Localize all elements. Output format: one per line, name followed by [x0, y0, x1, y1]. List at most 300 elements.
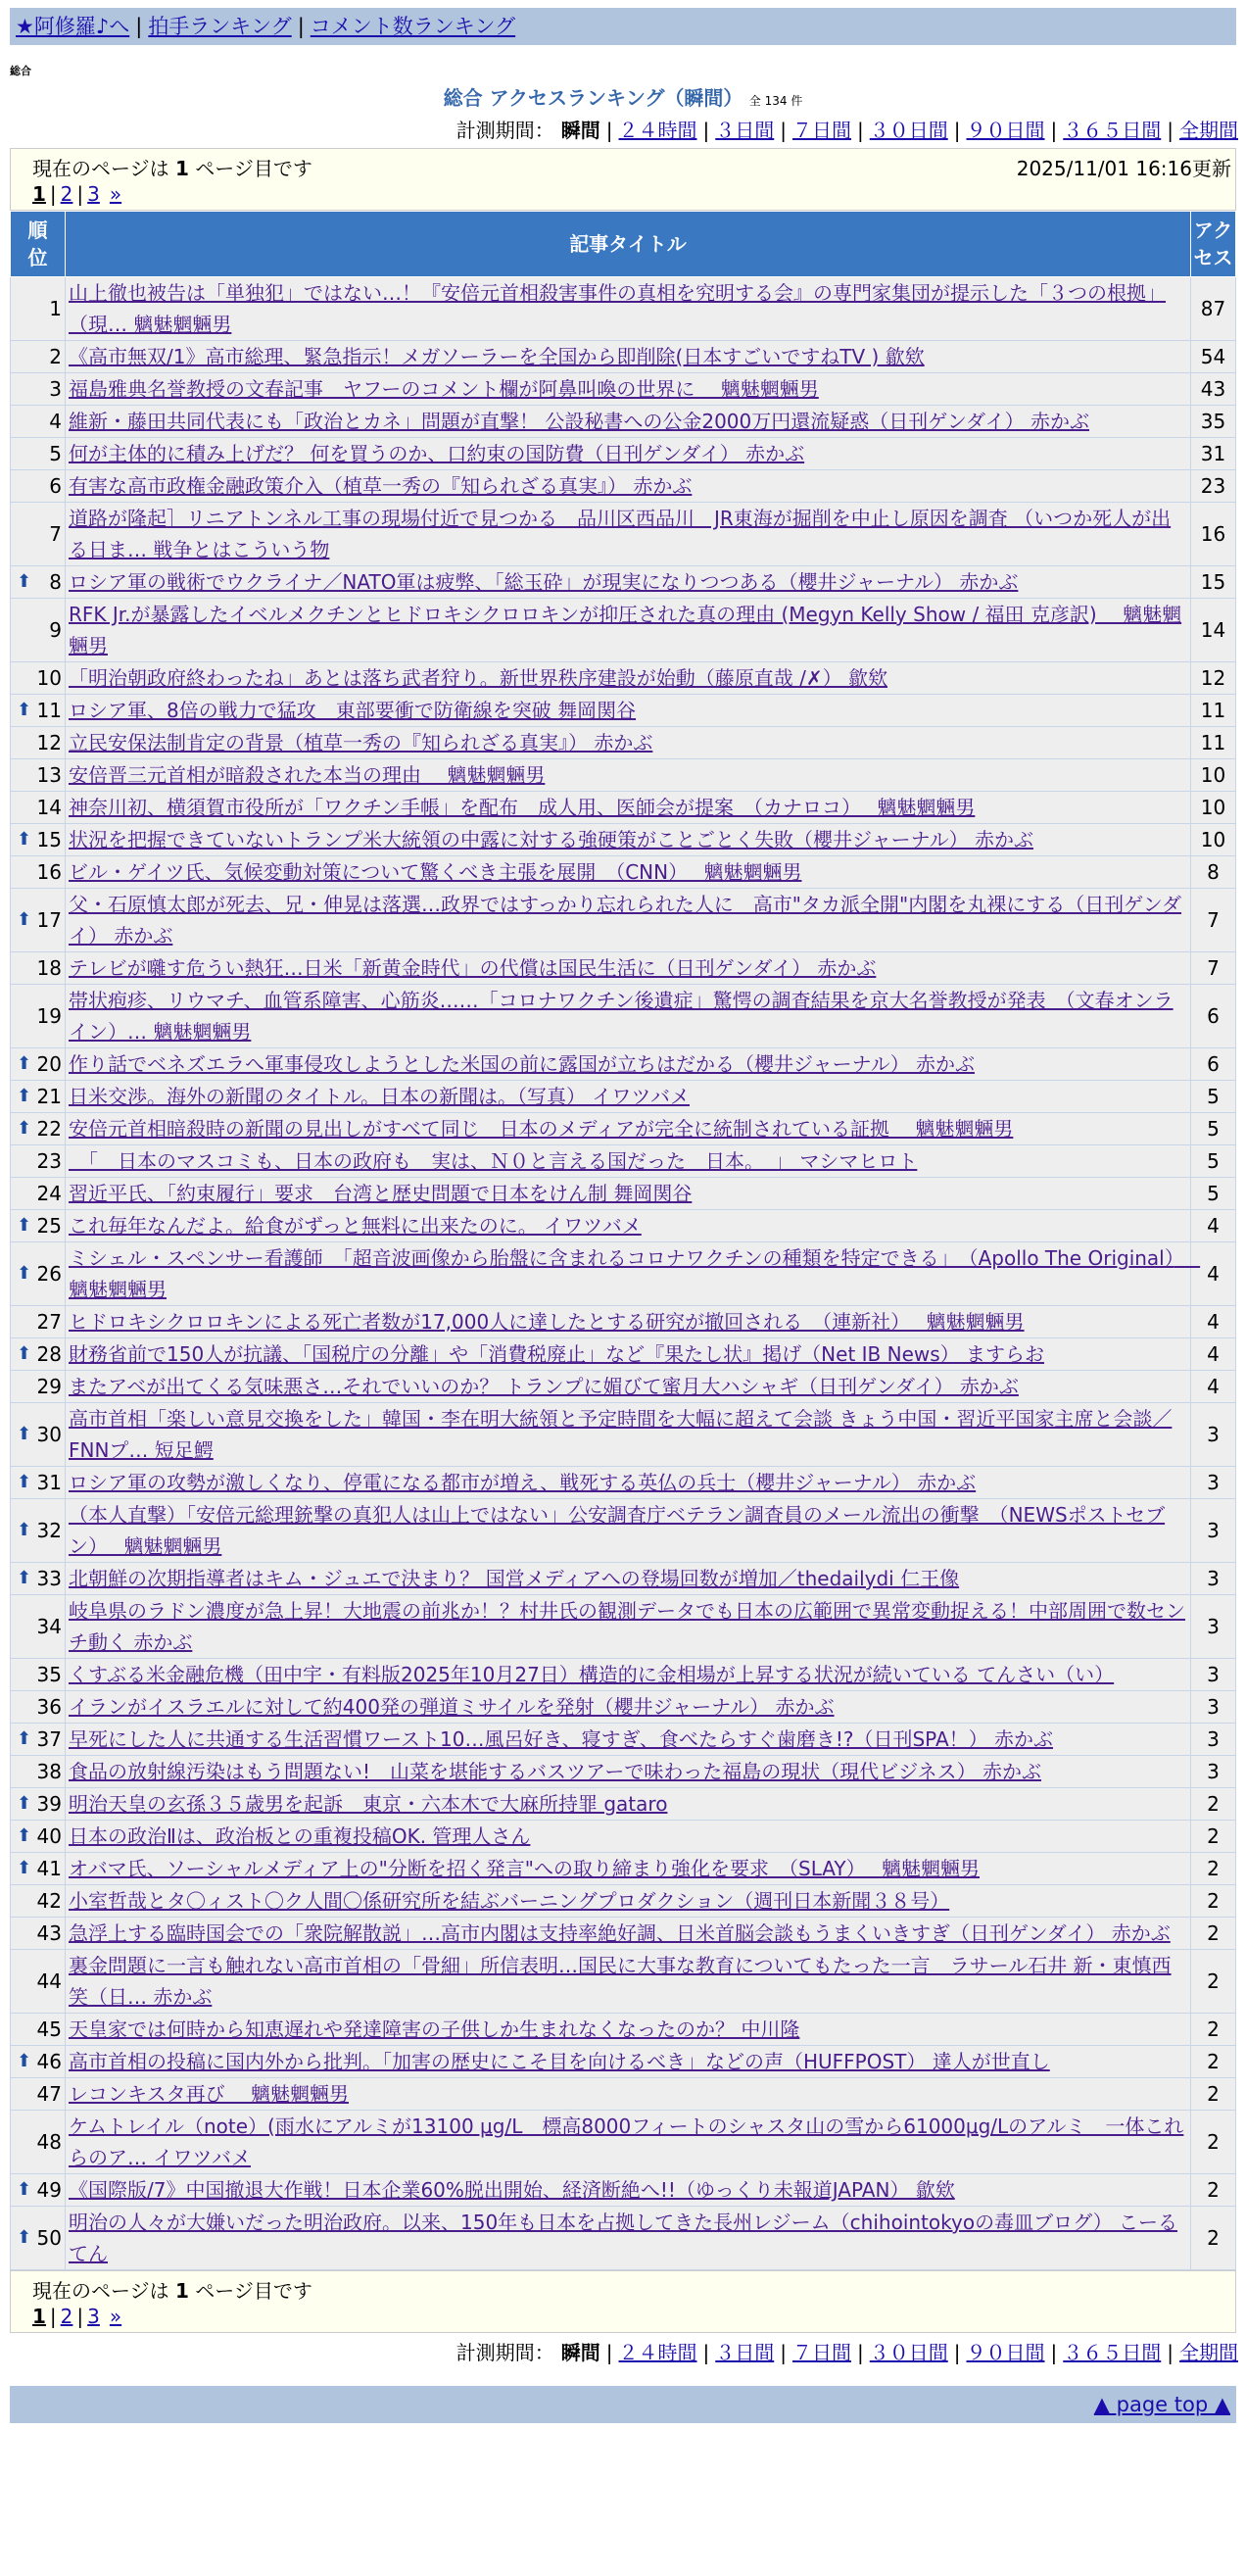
title-cell — [66, 1467, 1191, 1499]
article-link[interactable]: 維新・藤田共同代表にも「政治とカネ」問題が直撃！ 公設秘書への公金2000万円還流疑惑（日刊ゲンダイ） 赤かぶ — [69, 410, 1090, 433]
rank-number: 38 — [36, 1760, 62, 1783]
rank-cell — [11, 824, 66, 856]
rank-number: 36 — [36, 1695, 62, 1719]
table-row — [11, 1467, 1236, 1499]
rank-cell — [11, 1467, 66, 1499]
rank-number: 21 — [36, 1085, 62, 1108]
table-row — [11, 1403, 1236, 1467]
period-separator: | — [857, 119, 864, 142]
table-row — [11, 1499, 1236, 1563]
rank-cell — [11, 566, 66, 599]
comment-ranking-link[interactable]: コメント数ランキング — [310, 15, 516, 38]
rank-cell — [11, 727, 66, 759]
article-link[interactable]: 急浮上する臨時国会での「衆院解散説」…高市内閣は支持率絶好調、日米首脳会談もうまくいきすぎ（日刊ゲンダイ） 赤かぶ — [69, 1921, 1171, 1945]
table-row — [11, 1950, 1236, 2014]
rank-number: 1 — [49, 297, 62, 320]
title-cell — [66, 1113, 1191, 1145]
rank-number: 27 — [36, 1310, 62, 1334]
access-count: 6 — [1191, 985, 1236, 1048]
rank-number: 47 — [36, 2082, 62, 2106]
title-cell — [66, 2207, 1191, 2270]
table-row — [11, 1178, 1236, 1210]
article-link[interactable]: 「 日本のマスコミも、日本の政府も 実は、Ｎ０と言える国だった 日本。 」 マシマヒロト — [69, 1149, 918, 1173]
table-row — [11, 727, 1236, 759]
article-link[interactable]: 福島雅典名誉教授の文春記事 ヤフーのコメント欄が阿鼻叫喚の世界に 魑魅魍魎男 — [69, 377, 819, 401]
period-link[interactable]: ３０日間 — [869, 2341, 948, 2364]
period-link[interactable]: ３６５日間 — [1063, 2341, 1162, 2364]
period-selector — [0, 2339, 1238, 2366]
period-link[interactable]: 全期間 — [1179, 119, 1238, 142]
access-header-text: アク — [1193, 219, 1233, 242]
title-cell — [66, 2078, 1191, 2111]
table-row — [11, 1113, 1236, 1145]
page-top-link[interactable]: ▲ page top ▲ — [1093, 2393, 1230, 2416]
title-cell — [66, 1821, 1191, 1853]
pager-page-link[interactable]: 2 — [60, 182, 73, 206]
up-arrow-icon: ⬆ — [17, 1118, 32, 1139]
period-link[interactable]: ９０日間 — [966, 2341, 1045, 2364]
access-count: 5 — [1191, 1178, 1236, 1210]
article-link[interactable]: 高市首相の投稿に国内外から批判。「加害の歴史にこそ目を向けるべき」などの声（HUFFPOST） 達人が世直し — [69, 2050, 1050, 2073]
updated-timestamp: 2025/11/01 16:16更新 — [1016, 157, 1231, 180]
rank-cell — [11, 792, 66, 824]
title-cell — [66, 1563, 1191, 1595]
table-row — [11, 373, 1236, 406]
access-count: 3 — [1191, 1659, 1236, 1691]
nav-separator: | — [135, 15, 143, 38]
table-row — [11, 1306, 1236, 1338]
rank-number: 20 — [36, 1052, 62, 1076]
article-link[interactable]: 食品の放射線汚染はもう問題ない! 山菜を堪能するバスツアーで味わった福島の現状（現代ビジネス） 赤かぶ — [69, 1760, 1041, 1783]
rank-number: 4 — [49, 410, 62, 433]
rank-number: 24 — [36, 1182, 62, 1205]
title-cell — [66, 824, 1191, 856]
rank-cell — [11, 1885, 66, 1918]
rank-number: 11 — [36, 699, 62, 722]
access-count: 2 — [1191, 2174, 1236, 2207]
pager-page-link[interactable]: 3 — [87, 2305, 100, 2328]
access-count: 3 — [1191, 1467, 1236, 1499]
pager — [32, 182, 121, 206]
article-link[interactable]: 日米交渉。海外の新聞のタイトル。日本の新聞は。（写真） イワツバメ — [69, 1085, 690, 1108]
rank-cell — [11, 1403, 66, 1467]
pager-next-link[interactable]: » — [109, 182, 122, 206]
rank-cell — [11, 406, 66, 438]
table-row — [11, 2174, 1236, 2207]
nav-separator: | — [297, 15, 305, 38]
access-count: 3 — [1191, 1691, 1236, 1724]
title-cell — [66, 1756, 1191, 1788]
period-link[interactable]: ３０日間 — [869, 119, 948, 142]
rank-cell — [11, 277, 66, 341]
table-row — [11, 1595, 1236, 1659]
article-link[interactable]: ケムトレイル（note）(雨水にアルミが13100 μg/L 標高8000フィートのシャスタ山の雪から61000μg/Lのアルミ 一体これらのア… イワツバメ — [69, 2114, 1184, 2169]
article-link[interactable]: 財務省前で150人が抗議、「国税庁の分離」や「消費税廃止」など『果たし状』掲げ（Net IB News） ますらお — [69, 1342, 1045, 1366]
rank-cell — [11, 1918, 66, 1950]
rank-number: 46 — [36, 2050, 62, 2073]
up-arrow-icon: ⬆ — [17, 1086, 32, 1106]
rank-cell — [11, 1756, 66, 1788]
rank-number: 3 — [49, 377, 62, 401]
title-cell — [66, 406, 1191, 438]
rank-cell — [11, 1691, 66, 1724]
rank-cell — [11, 889, 66, 952]
access-count: 5 — [1191, 1081, 1236, 1113]
title-cell — [66, 1595, 1191, 1659]
page-title — [0, 82, 1246, 111]
rank-number: 19 — [36, 1004, 62, 1028]
access-count: 2 — [1191, 1821, 1236, 1853]
rank-cell — [11, 1950, 66, 2014]
period-separator: | — [702, 119, 710, 142]
rank-number: 40 — [36, 1824, 62, 1848]
title-cell — [66, 1918, 1191, 1950]
access-count: 4 — [1191, 1306, 1236, 1338]
rank-number: 10 — [36, 666, 62, 690]
period-link[interactable]: ３６５日間 — [1063, 119, 1162, 142]
title-cell — [66, 1048, 1191, 1081]
rank-number: 50 — [36, 2226, 62, 2250]
rank-cell — [11, 1499, 66, 1563]
top-nav-bar — [10, 8, 1236, 45]
title-cell — [66, 662, 1191, 695]
table-row — [11, 2046, 1236, 2078]
period-link[interactable]: ９０日間 — [966, 119, 1045, 142]
rank-number: 23 — [36, 1149, 62, 1173]
period-separator: | — [953, 119, 961, 142]
article-link[interactable]: ロシア軍の攻勢が激しくなり、停電になる都市が増え、戦死する英仏の兵士（櫻井ジャーナル） 赤かぶ — [69, 1471, 977, 1494]
access-count: 5 — [1191, 1113, 1236, 1145]
rank-cell — [11, 662, 66, 695]
rank-cell — [11, 1048, 66, 1081]
table-row — [11, 856, 1236, 889]
rank-cell — [11, 470, 66, 503]
period-separator: | — [702, 2341, 710, 2364]
applause-ranking-link[interactable]: 拍手ランキング — [148, 15, 292, 38]
table-row — [11, 1371, 1236, 1403]
rank-number: 44 — [36, 1969, 62, 1993]
article-link[interactable]: 父・石原慎太郎が死去、兄・伸晃は落選…政界ではすっかり忘れられた人に 高市"タカ派全開"内閣を丸裸にする（日刊ゲンダイ） 赤かぶ — [69, 893, 1181, 948]
access-count: 2 — [1191, 2014, 1236, 2046]
title-cell — [66, 2111, 1191, 2174]
article-link[interactable]: 早死にした人に共通する生活習慣ワースト10…風呂好き、寝すぎ、食べたらすぐ歯磨き!?（日刊SPA！） 赤かぶ — [69, 1727, 1053, 1751]
table-row — [11, 470, 1236, 503]
period-current: 瞬間 — [553, 119, 600, 142]
table-row — [11, 2207, 1236, 2270]
period-separator: | — [605, 119, 613, 142]
period-link[interactable]: ３日間 — [715, 2341, 775, 2364]
table-row — [11, 662, 1236, 695]
access-count: 2 — [1191, 1918, 1236, 1950]
period-link[interactable]: ７日間 — [792, 2341, 851, 2364]
table-row — [11, 2014, 1236, 2046]
pager-next-link[interactable]: » — [109, 2305, 122, 2328]
table-row — [11, 1081, 1236, 1113]
up-arrow-icon: ⬆ — [17, 1343, 32, 1364]
access-count: 7 — [1191, 889, 1236, 952]
rank-cell — [11, 1371, 66, 1403]
article-link[interactable]: これ毎年なんだよ。給食がずっと無料に出来たのに。 イワツバメ — [69, 1214, 642, 1238]
title-cell — [66, 373, 1191, 406]
article-link[interactable]: 《国際版/7》中国撤退大作戦！日本企業60%脱出開始、経済断絶へ!!（ゆっくり未報道JAPAN） 歙欸 — [69, 2178, 955, 2202]
period-link[interactable]: 全期間 — [1179, 2341, 1238, 2364]
article-link[interactable]: オバマ氏、ソーシャルメディア上の"分断を招く発言"への取り締まり強化を要求 （SLAY） 魑魅魍魎男 — [69, 1857, 980, 1880]
title-cell — [66, 952, 1191, 985]
table-row — [11, 599, 1236, 662]
period-link[interactable]: ３日間 — [715, 119, 775, 142]
rank-cell — [11, 1210, 66, 1242]
period-separator: | — [1167, 2341, 1174, 2364]
access-count: 2 — [1191, 2111, 1236, 2174]
rank-number: 39 — [36, 1792, 62, 1816]
period-separator: | — [1167, 119, 1174, 142]
article-link[interactable]: 有害な高市政権金融政策介入（植草一秀の『知られざる真実』） 赤かぶ — [69, 474, 693, 498]
access-count: 87 — [1191, 277, 1236, 341]
rank-number: 12 — [36, 731, 62, 754]
title-cell — [66, 503, 1191, 566]
home-link[interactable]: ★阿修羅♪へ — [16, 15, 130, 38]
access-count: 10 — [1191, 759, 1236, 792]
rank-number: 32 — [36, 1519, 62, 1542]
table-row — [11, 1918, 1236, 1950]
table-row — [11, 1788, 1236, 1821]
article-link[interactable]: 北朝鮮の次期指導者はキム・ジュエで決まり？ 国営メディアへの登場回数が増加／thedailydi 仁王像 — [69, 1567, 960, 1590]
rank-cell — [11, 1081, 66, 1113]
table-row — [11, 792, 1236, 824]
period-separator: | — [857, 2341, 864, 2364]
title-cell — [66, 470, 1191, 503]
rank-number: 29 — [36, 1375, 62, 1398]
title-cell — [66, 1242, 1201, 1306]
table-row — [11, 1563, 1236, 1595]
pager-page-link[interactable]: 3 — [87, 182, 100, 206]
article-link[interactable]: 「明治朝政府終わったね」あとは落ち武者狩り。新世界秩序建設が始動（藤原直哉 /✗） 歙欸 — [69, 666, 888, 690]
rank-cell — [11, 1306, 66, 1338]
period-separator: | — [780, 119, 787, 142]
rank-cell — [11, 2046, 66, 2078]
page-info-bottom — [10, 2270, 1236, 2333]
access-count: 2 — [1191, 2078, 1236, 2111]
access-header-text: セス — [1193, 246, 1233, 269]
title-cell — [66, 856, 1191, 889]
title-cell — [66, 1659, 1191, 1691]
up-arrow-icon: ⬆ — [17, 2179, 32, 2200]
article-link[interactable]: RFK Jr.が暴露したイベルメクチンとヒドロキシクロロキンが抑圧された真の理由 (Megyn Kelly Show / 福田 克彦訳) 魑魅魍魎男 — [69, 603, 1182, 657]
title-cell — [66, 2046, 1191, 2078]
rank-cell — [11, 341, 66, 373]
rank-cell — [11, 2174, 66, 2207]
title-cell — [66, 277, 1191, 341]
article-link[interactable]: 高市首相「楽しい意見交換をした」韓国・李在明大統領と予定時間を大幅に超えて会談 きょう中国・習近平国家主席と会談／FNNプ… 短足鰐 — [69, 1407, 1173, 1462]
rank-cell — [11, 599, 66, 662]
rank-number: 34 — [36, 1615, 62, 1638]
article-link[interactable]: くすぶる米金融危機（田中宇・有料版2025年10月27日）構造的に金相場が上昇する状況が続いている てんさい（い） — [69, 1663, 1115, 1686]
table-row — [11, 952, 1236, 985]
access-count: 12 — [1191, 662, 1236, 695]
rank-cell — [11, 1853, 66, 1885]
rank-number: 22 — [36, 1117, 62, 1141]
title-cell — [66, 1338, 1191, 1371]
article-link[interactable]: 立民安保法制肯定の背景（植草一秀の『知られざる真実』） 赤かぶ — [69, 731, 653, 754]
category-label: 総合 — [10, 65, 31, 77]
rank-number: 18 — [36, 956, 62, 980]
access-count: 3 — [1191, 1563, 1236, 1595]
rank-number: 9 — [49, 618, 62, 642]
period-link[interactable]: ２４時間 — [618, 119, 697, 142]
access-count: 7 — [1191, 952, 1236, 985]
access-count: 35 — [1191, 406, 1236, 438]
access-count: 16 — [1191, 503, 1236, 566]
up-arrow-icon: ⬆ — [17, 1053, 32, 1074]
article-link[interactable]: 山上徹也被告は「単独犯」ではない…！『安倍元首相殺害事件の真相を究明する会』の専門家集団が提示した「３つの根拠」（現… 魑魅魍魎男 — [69, 281, 1166, 336]
rank-number: 25 — [36, 1214, 62, 1238]
article-link[interactable]: またアベが出てくる気味悪さ…それでいいのか？ トランプに媚びて蜜月大ハシャギ（日刊ゲンダイ） 赤かぶ — [69, 1375, 1019, 1398]
up-arrow-icon: ⬆ — [17, 571, 32, 592]
access-count: 14 — [1191, 599, 1236, 662]
access-count: 6 — [1191, 1048, 1236, 1081]
rank-cell — [11, 373, 66, 406]
up-arrow-icon: ⬆ — [17, 1215, 32, 1236]
rank-cell — [11, 2014, 66, 2046]
page-info-text: 現在のページは 1 ページ目です — [32, 157, 312, 180]
rank-cell — [11, 1563, 66, 1595]
title-cell — [66, 341, 1191, 373]
article-link[interactable]: 習近平氏、「約束履行」要求 台湾と歴史問題で日本をけん制 舞岡関谷 — [69, 1182, 693, 1205]
up-arrow-icon: ⬆ — [17, 700, 32, 720]
table-row — [11, 695, 1236, 727]
title-cell — [66, 889, 1191, 952]
rank-number: 49 — [36, 2178, 62, 2202]
access-count: 2 — [1191, 1950, 1236, 2014]
article-link[interactable]: 明治天皇の玄孫３５歳男を起訴 東京・六本木で大麻所持罪 gataro — [69, 1792, 668, 1816]
article-link[interactable]: 小室哲哉とタ〇ィスト〇ク人間〇係研究所を結ぶバーニングプロダクション（週刊日本新聞３８号） — [69, 1889, 950, 1913]
article-link[interactable]: 神奈川初、横須賀市役所が「ワクチン手帳」を配布 成人用、医師会が提案 （カナロコ） 魑魅魍魎男 — [69, 796, 976, 819]
table-row — [11, 1210, 1236, 1242]
pager-current-page: 1 — [32, 2305, 46, 2328]
access-count: 2 — [1191, 1853, 1236, 1885]
article-link[interactable]: 岐阜県のラドン濃度が急上昇！大地震の前兆か！？村井氏の観測データでも日本の広範囲で異常変動捉える！中部周囲で数センチ動く 赤かぶ — [69, 1599, 1185, 1654]
rank-header-text: 位 — [27, 246, 48, 269]
title-cell — [66, 1081, 1191, 1113]
access-header — [1191, 212, 1236, 277]
up-arrow-icon: ⬆ — [17, 1858, 32, 1878]
access-count: 2 — [1191, 1885, 1236, 1918]
access-count: 3 — [1191, 1403, 1236, 1467]
article-link[interactable]: ヒドロキシクロロキンによる死亡者数が17,000人に達したとする研究が撤回される （連新社） 魑魅魍魎男 — [69, 1310, 1025, 1334]
article-link[interactable]: 帯状疱疹、リウマチ、血管系障害、心筋炎……「コロナワクチン後遺症」驚愕の調査結果を京大名誉教授が発表 （文春オンライン）… 魑魅魍魎男 — [69, 989, 1174, 1044]
table-row — [11, 759, 1236, 792]
rank-cell — [11, 695, 66, 727]
access-count: 10 — [1191, 792, 1236, 824]
rank-number: 45 — [36, 2017, 62, 2041]
article-link[interactable]: 《高市無双/1》高市総理、緊急指示！メガソーラーを全国から即削除(日本すごいですねTV ) 歙欸 — [69, 345, 925, 368]
title-cell — [66, 2014, 1191, 2046]
access-count: 31 — [1191, 438, 1236, 470]
access-count: 3 — [1191, 1724, 1236, 1756]
rank-number: 31 — [36, 1471, 62, 1494]
access-count: 15 — [1191, 566, 1236, 599]
table-row — [11, 889, 1236, 952]
title-cell — [66, 438, 1191, 470]
rank-cell — [11, 1145, 66, 1178]
article-link[interactable]: 作り話でベネズエラへ軍事侵攻しようとした米国の前に露国が立ちはだかる（櫻井ジャーナル） 赤かぶ — [69, 1052, 975, 1076]
article-link[interactable]: 安倍晋三元首相が暗殺された本当の理由 魑魅魍魎男 — [69, 763, 546, 787]
access-count: 3 — [1191, 1756, 1236, 1788]
title-cell — [66, 1853, 1191, 1885]
rank-cell — [11, 1595, 66, 1659]
table-row — [11, 1659, 1236, 1691]
access-count: 43 — [1191, 373, 1236, 406]
rank-number: 7 — [49, 522, 62, 546]
access-count: 2 — [1191, 2207, 1236, 2270]
access-count: 4 — [1191, 1242, 1236, 1306]
access-count: 4 — [1191, 1338, 1236, 1371]
table-row — [11, 2078, 1236, 2111]
table-row — [11, 277, 1236, 341]
article-link[interactable]: ロシア軍、8倍の戦力で猛攻 東部要衝で防衛線を突破 舞岡関谷 — [69, 699, 637, 722]
table-row — [11, 341, 1236, 373]
access-count: 23 — [1191, 470, 1236, 503]
article-link[interactable]: 日本の政治Ⅱは、政治板との重複投稿OK. 管理人さん — [69, 1824, 531, 1848]
table-row — [11, 406, 1236, 438]
article-link[interactable]: 天皇家では何時から知恵遅れや発達障害の子供しか生まれなくなったのか？ 中川隆 — [69, 2017, 800, 2041]
article-link[interactable]: ビル・ゲイツ氏、気候変動対策について驚くべき主張を展開 （CNN） 魑魅魍魎男 — [69, 860, 802, 884]
rank-header-text: 順 — [27, 219, 48, 242]
title-cell — [66, 1403, 1191, 1467]
pager-page-link[interactable]: 2 — [60, 2305, 73, 2328]
article-link[interactable]: （本人直撃）「安倍元総理銃撃の真犯人は山上ではない」公安調査庁ベテラン調査員のメール流出の衝撃 （NEWSポストセブン） 魑魅魍魎男 — [69, 1503, 1166, 1558]
rank-number: 16 — [36, 860, 62, 884]
article-link[interactable]: 裏金問題に一言も触れない高市首相の「骨細」所信表明…国民に大事な教育についてもたった一言 ラサール石井 新・東慎西笑（日… 赤かぶ — [69, 1954, 1172, 2009]
table-row — [11, 1242, 1236, 1306]
up-arrow-icon: ⬆ — [17, 2227, 32, 2248]
article-link[interactable]: テレビが囃す危うい熱狂…日米「新黄金時代」の代償は国民生活に（日刊ゲンダイ） 赤かぶ — [69, 956, 877, 980]
rank-cell — [11, 438, 66, 470]
article-link[interactable]: 安倍元首相暗殺時の新聞の見出しがすべて同じ 日本のメディアが完全に統制されている証拠 魑魅魍魎男 — [69, 1117, 1014, 1141]
article-link[interactable]: 道路が隆起］リニアトンネル工事の現場付近で見つかる 品川区西品川 JR東海が掘削を中止し原因を調査 （いつか死人が出る日ま… 戦争とはこういう物 — [69, 507, 1172, 561]
access-count: 2 — [1191, 1788, 1236, 1821]
ranking-title: 総合 アクセスランキング（瞬間） — [443, 86, 743, 110]
period-label: 計測期間： — [455, 2341, 554, 2364]
access-count: 11 — [1191, 695, 1236, 727]
title-cell — [66, 985, 1191, 1048]
access-count: 2 — [1191, 2046, 1236, 2078]
period-label: 計測期間： — [455, 119, 554, 142]
table-row — [11, 824, 1236, 856]
article-link[interactable]: ミシェル・スペンサー看護師 「超音波画像から胎盤に含まれるコロナワクチンの種類を特定できる」 （Apollo The Original） 魑魅魍魎男 — [69, 1246, 1201, 1301]
article-link[interactable]: 状況を把握できていないトランプ米大統領の中露に対する強硬策がことごとく失敗（櫻井ジャーナル） 赤かぶ — [69, 828, 1033, 851]
table-row — [11, 1691, 1236, 1724]
total-count: 全 134 件 — [748, 94, 803, 108]
up-arrow-icon: ⬆ — [17, 1520, 32, 1540]
article-link[interactable]: イランがイスラエルに対して約400発の弾道ミサイルを発射（櫻井ジャーナル） 赤かぶ — [69, 1695, 835, 1719]
rank-cell — [11, 1788, 66, 1821]
article-link[interactable]: 明治の人々が大嫌いだった明治政府。以来、150年も日本を占拠してきた長州レジーム（chihointokyoの毒皿ブログ） こーるてん — [69, 2211, 1178, 2265]
rank-cell — [11, 1821, 66, 1853]
table-row — [11, 1853, 1236, 1885]
access-count: 4 — [1191, 1210, 1236, 1242]
period-link[interactable]: ７日間 — [792, 119, 851, 142]
rank-number: 35 — [36, 1663, 62, 1686]
article-link[interactable]: ロシア軍の戦術でウクライナ／NATO軍は疲弊、「総玉砕」が現実になりつつある（櫻井ジャーナル） 赤かぶ — [69, 570, 1019, 594]
pager-separator: | — [49, 2305, 57, 2328]
period-link[interactable]: ２４時間 — [618, 2341, 697, 2364]
article-link[interactable]: 何が主体的に積み上げだ？ 何を買うのか、口約束の国防費（日刊ゲンダイ） 赤かぶ — [69, 442, 805, 465]
article-link[interactable]: レコンキスタ再び 魑魅魍魎男 — [69, 2082, 349, 2106]
pager-separator: | — [49, 182, 57, 206]
rank-cell — [11, 2078, 66, 2111]
title-header: 記事タイトル — [66, 212, 1191, 277]
